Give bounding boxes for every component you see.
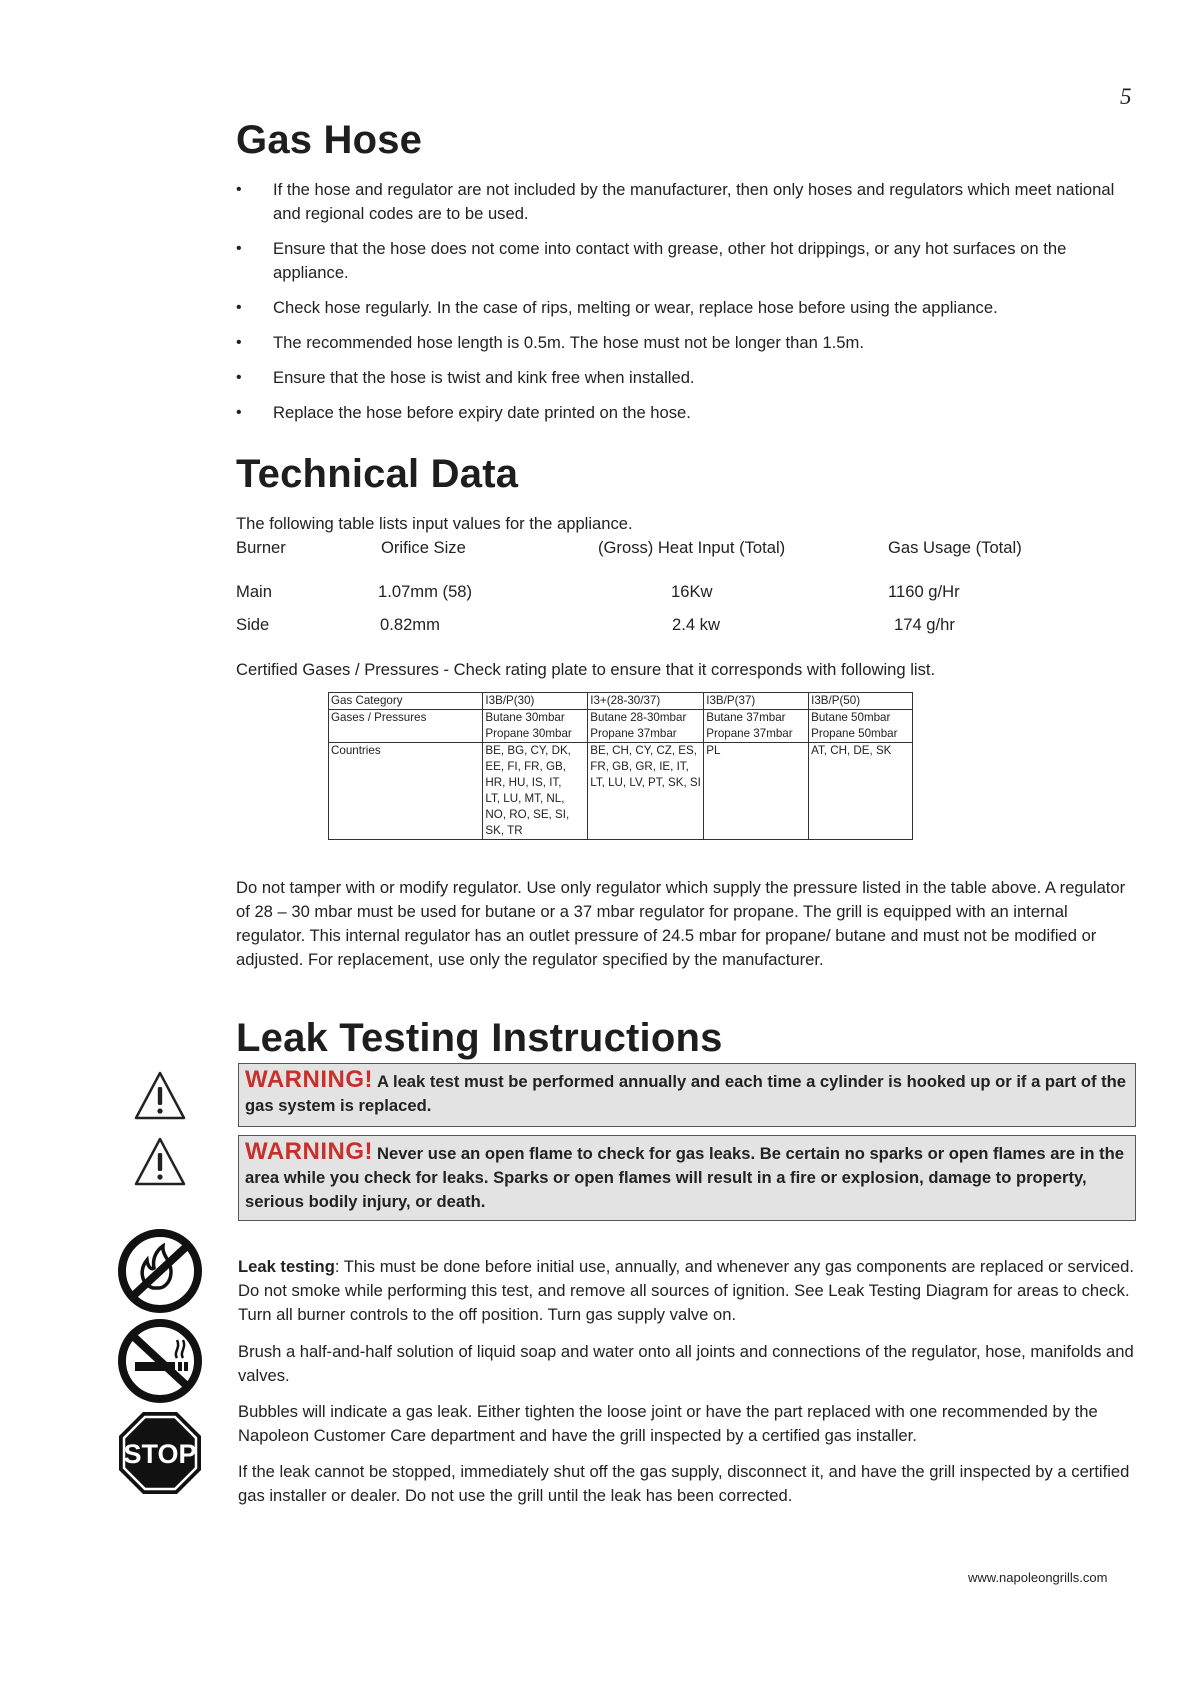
certified-gases-text: Certified Gases / Pressures - Check rating plate to ensure that it corresponds with following list.: [236, 660, 936, 679]
country-line: NO, RO, SE, SI,: [485, 808, 570, 821]
table-cell-main-usage: 1160 g/Hr: [888, 582, 960, 601]
country-line: PL: [706, 744, 721, 757]
warning-text: Never use an open flame to check for gas leaks. Be certain no sparks or open flames are in the area while you check for leaks. Sparks or open flames will result in a fire or explosion, damage to property, serious bodily injury, or death.: [245, 1144, 1124, 1211]
list-item: [236, 366, 1126, 390]
pressure-line: Propane 30mbar: [485, 727, 572, 740]
table-cell-side-orifice: 0.82mm: [380, 615, 440, 634]
country-line: BE, BG, CY, DK,: [485, 744, 571, 757]
list-item: [236, 401, 1126, 425]
bullet-text: The recommended hose length is 0.5m. The hose must not be longer than 1.5m.: [273, 333, 864, 352]
leak-testing-text: : This must be done before initial use, annually, and whenever any gas components are replaced or serviced. Do not smoke while performing this test, and remove all sources of ignition. See Leak Testing Diagram for areas to check. Turn all burner controls to the off position. Turn gas supply valve on.: [238, 1257, 1134, 1324]
table-cell: [483, 710, 588, 743]
country-line: BE, CH, CY, CZ, ES,: [590, 744, 697, 757]
table-cell: Countries: [329, 743, 483, 840]
col-header-burner: Burner: [236, 538, 286, 557]
table-cell: I3B/P(30): [483, 693, 588, 710]
bullet-icon: •: [236, 404, 242, 421]
bullet-icon: •: [236, 369, 242, 386]
warning-triangle-icon: [133, 1136, 187, 1188]
leak-testing-heading: Leak Testing Instructions: [236, 1016, 723, 1060]
list-item: [236, 178, 1126, 226]
warning-text: A leak test must be performed annually and each time a cylinder is hooked up or if a part of the gas system is replaced.: [245, 1072, 1127, 1115]
warning-box-open-flame: [238, 1135, 1136, 1221]
pressure-line: Propane 37mbar: [590, 727, 677, 740]
table-cell: I3+(28-30/37): [588, 693, 704, 710]
page-number: 5: [1120, 84, 1132, 109]
col-header-gas-usage: Gas Usage (Total): [888, 538, 1022, 557]
bullet-text: If the hose and regulator are not included by the manufacturer, then only hoses and regulators which meet national and regional codes are to be used.: [273, 180, 1115, 223]
bullet-text: Ensure that the hose does not come into contact with grease, other hot drippings, or any hot surfaces on the appliance.: [273, 239, 1067, 282]
stop-sign-icon: [117, 1410, 203, 1496]
table-row: [329, 710, 913, 743]
table-cell: [704, 743, 809, 840]
table-cell-side-heat: 2.4 kw: [672, 615, 720, 634]
warning-label: WARNING!: [245, 1066, 373, 1093]
no-smoking-icon: [117, 1318, 203, 1404]
bubbles-paragraph: Bubbles will indicate a gas leak. Either tighten the loose joint or have the part replaced with one recommended by the Napoleon Customer Care department and have the grill inspected by a certified gas installer.: [238, 1402, 1098, 1445]
soap-solution-paragraph: Brush a half-and-half solution of liquid soap and water onto all joints and connections of the regulator, hose, manifolds and valves.: [238, 1342, 1134, 1385]
table-cell: I3B/P(50): [809, 693, 913, 710]
list-item: [236, 237, 1126, 285]
country-line: LT, LU, LV, PT, SK, SI: [590, 776, 701, 789]
table-cell-main-orifice: 1.07mm (58): [378, 582, 473, 601]
regulator-paragraph: Do not tamper with or modify regulator. Use only regulator which supply the pressure listed in the table above. A regulator of 28 – 30 mbar must be used for butane or a 37 mbar regulator for propane. The grill is equipped with an internal regulator. This internal regulator has an outlet pressure of 24.5 mbar for propane/ butane and must not be modified or adjusted. For replacement, use only the regulator specified by the manufacturer.: [236, 878, 1126, 969]
leak-testing-paragraph: [238, 1255, 1138, 1327]
table-cell-side-burner: Side: [236, 615, 270, 634]
warning-triangle-icon: [133, 1070, 187, 1122]
table-row: [329, 693, 913, 710]
pressure-line: Butane 37mbar: [706, 711, 786, 724]
col-header-orifice: Orifice Size: [381, 538, 466, 557]
pressure-line: Butane 30mbar: [485, 711, 565, 724]
warning-box-annual: [238, 1063, 1136, 1127]
technical-data-intro: The following table lists input values for the appliance.: [236, 514, 633, 533]
bullet-text: Ensure that the hose is twist and kink free when installed.: [273, 368, 695, 387]
bullet-icon: •: [236, 299, 242, 316]
gas-category-table: [328, 692, 913, 840]
table-cell: Gas Category: [329, 693, 483, 710]
col-header-heat-input: (Gross) Heat Input (Total): [598, 538, 786, 557]
table-cell-main-heat: 16Kw: [671, 582, 713, 601]
table-cell-side-usage: 174 g/hr: [894, 615, 955, 634]
table-cell: Gases / Pressures: [329, 710, 483, 743]
technical-data-heading: Technical Data: [236, 452, 519, 496]
pressure-line: Propane 50mbar: [811, 727, 898, 740]
gas-hose-bullet-list: [236, 178, 1126, 436]
country-line: FR, GB, GR, IE, IT,: [590, 760, 689, 773]
table-cell-main-burner: Main: [236, 582, 272, 601]
footer-website: www.napoleongrills.com: [968, 1570, 1108, 1585]
leak-testing-label: Leak testing: [238, 1257, 335, 1276]
bullet-text: Check hose regularly. In the case of rips, melting or wear, replace hose before using the appliance.: [273, 298, 998, 317]
table-cell: [704, 710, 809, 743]
table-row: [329, 743, 913, 840]
pressure-line: Butane 28-30mbar: [590, 711, 687, 724]
bullet-text: Replace the hose before expiry date printed on the hose.: [273, 403, 691, 422]
country-line: HR, HU, IS, IT,: [485, 776, 562, 789]
no-open-flame-icon: [117, 1228, 203, 1314]
table-cell: [809, 710, 913, 743]
pressure-line: Butane 50mbar: [811, 711, 891, 724]
bullet-icon: •: [236, 240, 242, 257]
country-line: AT, CH, DE, SK: [811, 744, 892, 757]
stop-sign-text: STOP: [123, 1439, 197, 1469]
country-line: LT, LU, MT, NL,: [485, 792, 565, 805]
gas-hose-heading: Gas Hose: [236, 118, 423, 162]
list-item: [236, 296, 1126, 320]
bullet-icon: •: [236, 181, 242, 198]
table-cell: [809, 743, 913, 840]
list-item: [236, 331, 1126, 355]
country-line: EE, FI, FR, GB,: [485, 760, 566, 773]
table-cell: [483, 743, 588, 840]
country-line: SK, TR: [485, 824, 523, 837]
table-cell: [588, 710, 704, 743]
warning-label: WARNING!: [245, 1138, 373, 1165]
table-cell: [588, 743, 704, 840]
bullet-icon: •: [236, 334, 242, 351]
leak-not-stopped-paragraph: If the leak cannot be stopped, immediately shut off the gas supply, disconnect it, and have the grill inspected by a certified gas installer or dealer. Do not use the grill until the leak has been corrected.: [238, 1462, 1130, 1505]
pressure-line: Propane 37mbar: [706, 727, 793, 740]
table-cell: I3B/P(37): [704, 693, 809, 710]
